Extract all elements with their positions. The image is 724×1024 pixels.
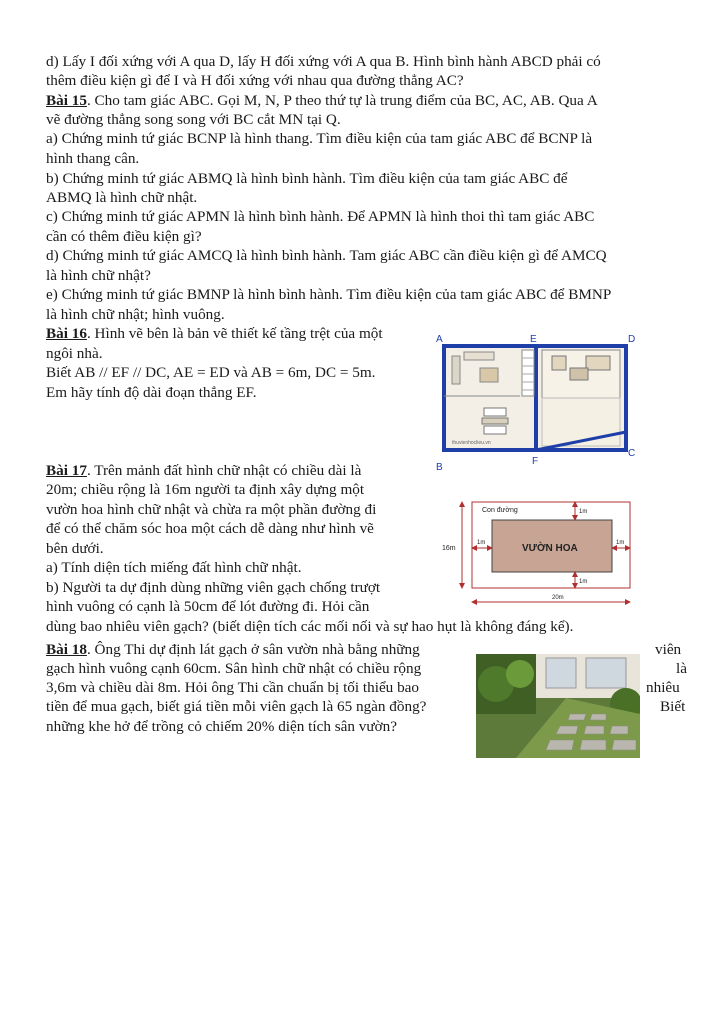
text-line (46, 579, 380, 597)
label-D: D (628, 334, 636, 345)
floorplan-watermark: thuvienhoclieu.vn (452, 440, 491, 446)
text-line (46, 53, 601, 71)
line-text: vườn hoa hình chữ nhật và chừa ra một phần đường đi (46, 501, 377, 518)
text-line (46, 267, 151, 285)
line-text: Biết AB // EF // DC, AE = ED và AB = 6m, DC = 5m. (46, 364, 376, 381)
line-text: a) Tính diện tích miếng đất hình chữ nhật. (46, 559, 302, 576)
line-text: dùng bao nhiêu viên gạch? (biết diện tích các mối nối và sự hao hụt là không đáng kể). (46, 618, 574, 635)
exercise-label: Bài 17 (46, 462, 87, 479)
line-text: e) Chứng minh tứ giác BMNP là hình bình hành. Tìm điều kiện của tam giác ABC để BMNP (46, 286, 612, 303)
text-line (46, 598, 369, 616)
gap-left-label: 1m (477, 540, 486, 546)
text-line (46, 72, 464, 90)
path-label: Con đường (482, 507, 518, 514)
line-text: . Hình vẽ bên là bản vẽ thiết kế tầng trệt của một (86, 325, 383, 342)
line-text: b) Chứng minh tứ giác ABMQ là hình bình hành. Tìm điều kiện của tam giác ABC để (46, 170, 568, 187)
line-text: . Ông Thi dự định lát gạch ở sân vườn nhà bằng những (86, 641, 420, 658)
exercise-label: Bài 18 (46, 641, 87, 658)
text-line (46, 170, 568, 188)
line-text: cần có thêm điều kiện gì? (46, 228, 202, 245)
gap-right-label: 1m (616, 540, 625, 546)
text-line (46, 718, 397, 736)
line-text: là hình chữ nhật; hình vuông. (46, 306, 225, 323)
text-line (46, 481, 364, 499)
line-text: . Trên mảnh đất hình chữ nhật có chiều dài là (86, 462, 362, 479)
text-line (46, 325, 383, 343)
line-text: ABMQ là hình chữ nhật. (46, 189, 198, 206)
text-line (46, 228, 202, 246)
line-text: Em hãy tính độ dài đoạn thẳng EF. (46, 384, 257, 401)
gap-bottom-label: 1m (579, 579, 588, 585)
gap-top-label: 1m (579, 509, 588, 515)
line-text: ngôi nhà. (46, 345, 103, 362)
text-line (46, 679, 419, 697)
line-text: vẽ đường thẳng song song với BC cắt MN tại Q. (46, 111, 341, 128)
justified-word-biet: Biết (660, 698, 686, 715)
label-C: C (628, 448, 636, 459)
label-A: A (436, 334, 443, 345)
text-line (46, 641, 420, 659)
text-line (46, 559, 302, 577)
text-line (46, 501, 376, 519)
exercise-label: Bài 15 (46, 92, 87, 109)
text-line (46, 286, 611, 304)
line-text: d) Lấy I đối xứng với A qua D, lấy H đối xứng với A qua B. Hình bình hành ABCD phải có (46, 53, 601, 70)
label-B: B (436, 462, 443, 473)
text-line (46, 247, 607, 265)
text-line (46, 618, 573, 636)
label-F: F (532, 456, 539, 467)
floorplan-figure (430, 328, 646, 474)
text-line (46, 698, 426, 716)
length-label: 20m (552, 595, 564, 601)
text-line (46, 92, 598, 110)
line-text: . Cho tam giác ABC. Gọi M, N, P theo thứ tự là trung điểm của BC, AC, AB. Qua A (86, 92, 598, 109)
text-line (46, 111, 341, 129)
text-line (46, 130, 592, 148)
line-text: d) Chứng minh tứ giác AMCQ là hình bình hành. Tam giác ABC cần điều kiện gì để AMCQ (46, 247, 607, 264)
line-text: tiền để mua gạch, biết giá tiền mỗi viên gạch là 65 ngàn đồng? (46, 698, 427, 715)
justified-word-la: là (676, 660, 687, 677)
text-line (46, 462, 361, 480)
line-text: 20m; chiều rộng là 16m người ta định xây dựng một (46, 481, 365, 498)
text-line (46, 306, 225, 324)
garden-photo (476, 654, 640, 758)
exercise-label: Bài 16 (46, 325, 87, 342)
line-text: a) Chứng minh tứ giác BCNP là hình thang. Tìm điều kiện của tam giác ABC để BCNP là (46, 130, 593, 147)
line-text: là hình chữ nhật? (46, 267, 151, 284)
garden-figure (440, 498, 640, 608)
text-line (46, 150, 139, 168)
line-text: hình vuông có cạnh là 50cm để lót đường đi. Hỏi cần (46, 598, 370, 615)
text-line (46, 660, 421, 678)
label-E: E (530, 334, 537, 345)
garden-label: VƯỜN HOA (522, 543, 578, 554)
text-line (46, 208, 594, 226)
justified-word-nhieu: nhiêu (646, 679, 680, 696)
line-text: để có thể chăm sóc hoa một cách dễ dàng như hình vẽ (46, 520, 374, 537)
line-text: 3,6m và chiều dài 8m. Hỏi ông Thi cần chuẩn bị tối thiểu bao (46, 679, 419, 696)
line-text: những khe hở để trồng cỏ chiếm 20% diện tích sân vườn? (46, 718, 397, 735)
text-line (46, 520, 374, 538)
line-text: b) Người ta dự định dùng những viên gạch chống trượt (46, 579, 381, 596)
line-text: bên dưới. (46, 540, 104, 557)
text-line (46, 189, 197, 207)
line-text: hình thang cân. (46, 150, 140, 167)
text-line (46, 345, 103, 363)
text-line (46, 384, 257, 402)
width-label: 16m (442, 545, 456, 552)
justified-word-vien: viên (655, 641, 682, 658)
text-line (46, 540, 104, 558)
line-text: thêm điều kiện gì để I và H đối xứng với nhau qua đường thẳng AC? (46, 72, 464, 89)
line-text: c) Chứng minh tứ giác APMN là hình bình hành. Để APMN là hình thoi thì tam giác ABC (46, 208, 595, 225)
line-text: gạch hình vuông cạnh 60cm. Sân hình chữ nhật có chiều rộng (46, 660, 422, 677)
text-line (46, 364, 375, 382)
